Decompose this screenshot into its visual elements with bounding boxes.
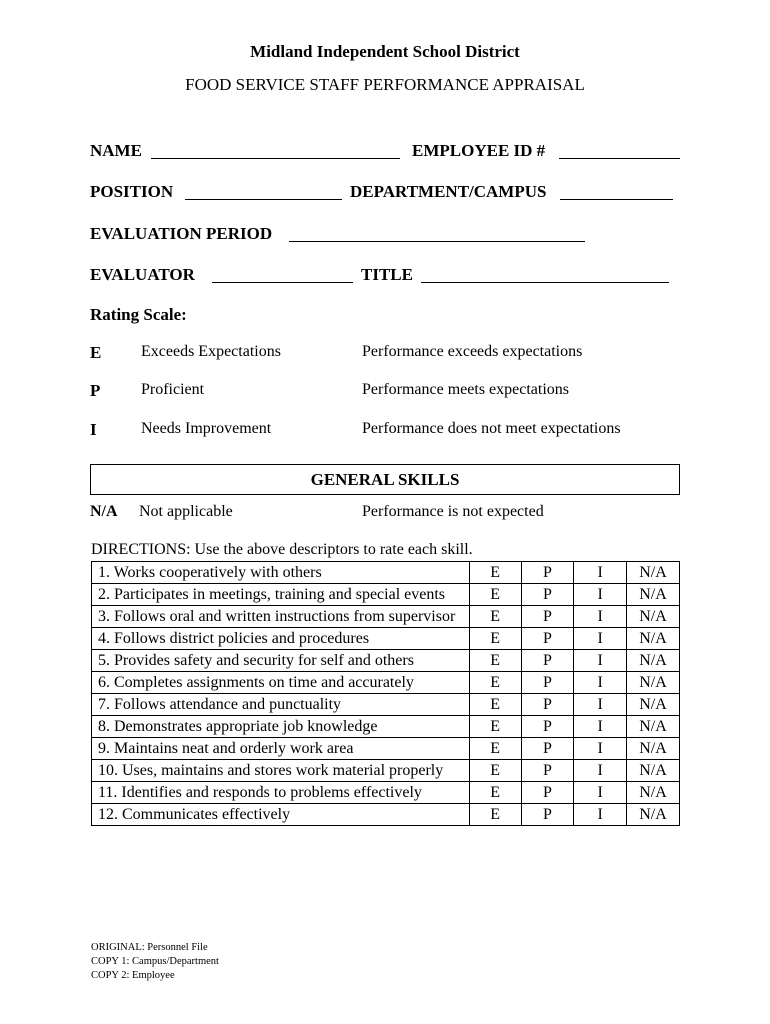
skill-row: [92, 650, 680, 672]
department-label: DEPARTMENT/CAMPUS: [350, 182, 547, 201]
rating-option-i[interactable]: I: [574, 562, 627, 584]
rating-option-e[interactable]: E: [469, 650, 521, 672]
rating-option-i[interactable]: I: [574, 694, 627, 716]
rating-description: Performance exceeds expectations: [362, 343, 583, 360]
rating-option-i[interactable]: I: [574, 628, 627, 650]
rating-option-p[interactable]: P: [521, 716, 574, 738]
evaluator-field[interactable]: [212, 282, 353, 283]
rating-option-p[interactable]: P: [521, 782, 574, 804]
rating-option-e[interactable]: E: [469, 738, 521, 760]
rating-option-e[interactable]: E: [469, 628, 521, 650]
rating-option-p[interactable]: P: [521, 562, 574, 584]
skill-row: [92, 738, 680, 760]
rating-option-na[interactable]: N/A: [627, 760, 680, 782]
rating-option-p[interactable]: P: [521, 672, 574, 694]
rating-option-e[interactable]: E: [469, 804, 521, 826]
rating-option-na[interactable]: N/A: [627, 606, 680, 628]
rating-description: Performance meets expectations: [362, 381, 570, 398]
rating-option-i[interactable]: I: [574, 804, 627, 826]
rating-option-na[interactable]: N/A: [627, 628, 680, 650]
rating-option-i[interactable]: I: [574, 650, 627, 672]
rating-option-e[interactable]: E: [469, 606, 521, 628]
general-skills-heading: [90, 464, 680, 495]
rating-option-na[interactable]: N/A: [627, 694, 680, 716]
skill-row: [92, 716, 680, 738]
rating-option-e[interactable]: E: [469, 584, 521, 606]
na-code: N/A: [90, 503, 118, 520]
rating-option-i[interactable]: I: [574, 782, 627, 804]
rating-label: Exceeds Expectations: [141, 343, 281, 360]
skill-description: 10. Uses, maintains and stores work material properly: [92, 760, 470, 782]
distribution-footer: [91, 941, 219, 983]
rating-option-p[interactable]: P: [521, 738, 574, 760]
rating-option-p[interactable]: P: [521, 760, 574, 782]
evaluator-label: EVALUATOR: [90, 265, 195, 284]
skill-row: [92, 628, 680, 650]
rating-option-na[interactable]: N/A: [627, 650, 680, 672]
rating-option-p[interactable]: P: [521, 650, 574, 672]
skill-description: 4. Follows district policies and procedures: [92, 628, 470, 650]
rating-option-i[interactable]: I: [574, 584, 627, 606]
directions-text: DIRECTIONS: Use the above descriptors to rate each skill.: [91, 541, 473, 558]
skill-row: [92, 804, 680, 826]
name-field[interactable]: [151, 158, 400, 159]
skill-description: 2. Participates in meetings, training and special events: [92, 584, 470, 606]
rating-code: E: [90, 343, 102, 362]
skill-description: 11. Identifies and responds to problems effectively: [92, 782, 470, 804]
rating-option-p[interactable]: P: [521, 694, 574, 716]
rating-option-i[interactable]: I: [574, 738, 627, 760]
form-title: FOOD SERVICE STAFF PERFORMANCE APPRAISAL: [185, 75, 585, 94]
footer-line: ORIGINAL: Personnel File: [91, 942, 208, 953]
department-field[interactable]: [560, 199, 673, 200]
footer-line: COPY 1: Campus/Department: [91, 956, 219, 967]
skill-row: [92, 694, 680, 716]
evaluation-period-label: EVALUATION PERIOD: [90, 224, 273, 243]
rating-option-e[interactable]: E: [469, 562, 521, 584]
rating-label: Needs Improvement: [141, 420, 272, 437]
evaluation-period-field[interactable]: [289, 241, 585, 242]
skill-row: [92, 584, 680, 606]
rating-description: Performance does not meet expectations: [362, 420, 621, 437]
rating-option-i[interactable]: I: [574, 716, 627, 738]
skill-description: 9. Maintains neat and orderly work area: [92, 738, 470, 760]
skill-description: 5. Provides safety and security for self and others: [92, 650, 470, 672]
employee-id-label: EMPLOYEE ID #: [412, 141, 546, 160]
skill-description: 1. Works cooperatively with others: [92, 562, 470, 584]
skill-description: 3. Follows oral and written instructions from supervisor: [92, 606, 470, 628]
name-label: NAME: [90, 141, 142, 160]
na-description: Performance is not expected: [362, 503, 544, 520]
skill-description: 12. Communicates effectively: [92, 804, 470, 826]
rating-option-i[interactable]: I: [574, 672, 627, 694]
rating-option-e[interactable]: E: [469, 760, 521, 782]
rating-option-na[interactable]: N/A: [627, 804, 680, 826]
title-field[interactable]: [421, 282, 669, 283]
skill-row: [92, 562, 680, 584]
rating-option-p[interactable]: P: [521, 628, 574, 650]
footer-line: COPY 2: Employee: [91, 970, 175, 981]
rating-option-na[interactable]: N/A: [627, 562, 680, 584]
rating-option-e[interactable]: E: [469, 672, 521, 694]
rating-option-i[interactable]: I: [574, 760, 627, 782]
skill-row: [92, 760, 680, 782]
rating-option-e[interactable]: E: [469, 716, 521, 738]
rating-option-na[interactable]: N/A: [627, 738, 680, 760]
na-label: Not applicable: [139, 503, 233, 520]
rating-option-p[interactable]: P: [521, 584, 574, 606]
rating-option-i[interactable]: I: [574, 606, 627, 628]
rating-option-na[interactable]: N/A: [627, 672, 680, 694]
skill-row: [92, 672, 680, 694]
skills-table: [91, 561, 680, 826]
skill-description: 8. Demonstrates appropriate job knowledge: [92, 716, 470, 738]
general-skills-heading-text: GENERAL SKILLS: [310, 469, 460, 489]
skill-row: [92, 606, 680, 628]
rating-scale-heading: Rating Scale:: [90, 305, 187, 324]
title-label: TITLE: [361, 265, 413, 284]
position-label: POSITION: [90, 182, 174, 201]
rating-label: Proficient: [141, 381, 205, 398]
district-name: Midland Independent School District: [250, 42, 520, 61]
rating-option-na[interactable]: N/A: [627, 584, 680, 606]
rating-option-e[interactable]: E: [469, 782, 521, 804]
rating-option-p[interactable]: P: [521, 804, 574, 826]
rating-option-na[interactable]: N/A: [627, 782, 680, 804]
rating-code: I: [90, 420, 97, 439]
rating-option-p[interactable]: P: [521, 606, 574, 628]
employee-id-field[interactable]: [559, 158, 680, 159]
skill-description: 7. Follows attendance and punctuality: [92, 694, 470, 716]
rating-option-na[interactable]: N/A: [627, 716, 680, 738]
rating-code: P: [90, 381, 101, 400]
skill-description: 6. Completes assignments on time and accurately: [92, 672, 470, 694]
position-field[interactable]: [185, 199, 342, 200]
rating-option-e[interactable]: E: [469, 694, 521, 716]
skill-row: [92, 782, 680, 804]
